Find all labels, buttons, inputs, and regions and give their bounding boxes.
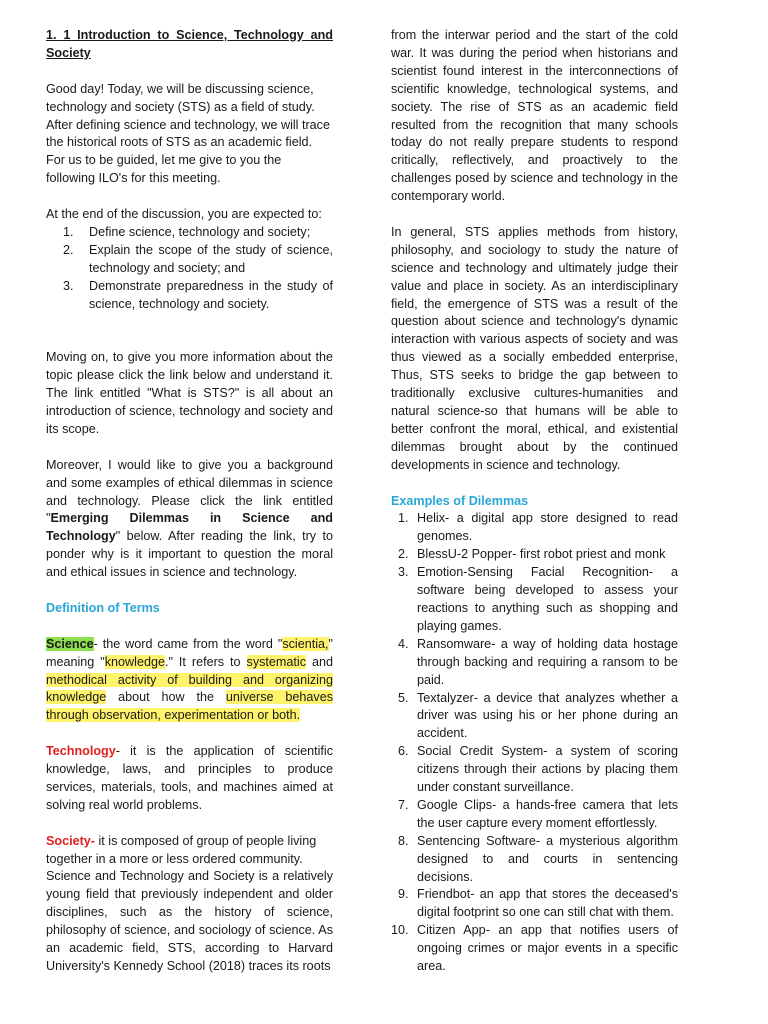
technology-definition: Technology- it is the application of scientific knowledge, laws, and principles to produce services, materials, tools, and machines aimed at solving real world problems. — [46, 744, 333, 812]
list-item: 2. Explain the scope of the study of science, technology and society; and — [63, 242, 333, 275]
list-item: 6. Social Credit System- a system of scoring citizens through their actions by placing them under constant surveillance. — [398, 744, 678, 795]
society-term: Society- — [46, 833, 95, 848]
emerging-dilemmas-link-title: Emerging Dilemmas in Science and Technology — [46, 511, 333, 544]
technology-term: Technology — [46, 744, 116, 759]
ilo-intro-paragraph: For us to be guided, let me give to you the following ILO's for this meeting. — [46, 153, 282, 186]
general-sts-paragraph: In general, STS applies methods from history, philosophy, and sociology to study the nature of science and technology and ultimately judge their value and place in society. As an interdisciplinary field, the emergence of STS was a result of the question about science and technology's dynamic interaction with various aspects of society and was thus viewed as a socially embedded enterprise, Thus, STS seeks to bridge the gap between to traditionally exclusive cultures-humanities and natural science-so that humans will be able to better confront the moral, ethical, and existential dilemmas brought about by the continued developments in science and technology. — [391, 224, 678, 472]
moreover-paragraph: Moreover, I would like to give you a background and some examples of ethical dilemmas in science and technology. Please click the link entitled "Emerging Dilemmas in Science and Technology" below. After reading the link, try to ponder why is it important to question the moral and ethical issues in science and technology. — [46, 457, 333, 580]
sts-history-paragraph-start: Science and Technology and Society is a relatively young field that previously independent and older disciplines, such as the history of science, philosophy of science, and sociology of science. As an academic field, STS, according to Harvard University's Kennedy School (2018) traces its roots — [46, 869, 333, 973]
list-item: 8. Sentencing Software- a mysterious algorithm designed to and courts in sentencing decisions. — [398, 833, 678, 884]
list-item: 1. Define science, technology and society; — [63, 224, 311, 239]
science-term: Science — [46, 636, 94, 651]
intro-paragraph: Good day! Today, we will be discussing science, technology and society (STS) as a field of study. After defining science and technology, we will trace the historical roots of STS as an academic field. — [46, 81, 330, 150]
list-item: 7. Google Clips- a hands-free camera that lets the user capture every moment effortlessly. — [398, 797, 678, 830]
ilo-list — [46, 224, 333, 314]
right-column — [391, 27, 678, 976]
society-definition: Society- it is composed of group of people living together in a more or less ordered community. — [46, 833, 317, 866]
left-column — [46, 27, 333, 976]
examples-heading: Examples of Dilemmas — [391, 493, 529, 508]
list-item: 3. Emotion-Sensing Facial Recognition- a software being developed to assess your reactions to anything such as shopping and playing games. — [398, 565, 678, 633]
moving-on-paragraph: Moving on, to give you more information about the topic please click the link below and understand it. The link entitled "What is STS?" is all about an introduction of science, technology and society and its scope. — [46, 350, 333, 436]
list-item: 9. Friendbot- an app that stores the deceased's digital footprint so one can still chat with them. — [398, 887, 678, 920]
list-item: 5. Textalyzer- a device that analyzes whether a driver was using his or her phone during an accident. — [398, 690, 678, 741]
definition-heading: Definition of Terms — [46, 600, 160, 615]
science-definition: Science- the word came from the word "scientia," meaning "knowledge." It refers to systematic and methodical activity of building and organizing knowledge about how the universe behaves through observation, experimentation or both. — [46, 636, 333, 723]
list-item: 4. Ransomware- a way of holding data hostage through backing and requiring a ransom to be paid. — [398, 636, 678, 687]
sts-history-paragraph-continued: from the interwar period and the start of the cold war. It was during the period when historians and scientist found interest in the interconnections of scientific knowledge, technological systems, and society. The rise of STS as an academic field resulted from the recognition that many schools today do not really prepare students to respond critically, reflectively, and proactively to the challenges posed by science and technology in the contemporary world. — [391, 28, 678, 204]
page-title: 1. 1 Introduction to Science, Technology and Society — [46, 28, 333, 60]
ilo-lead: At the end of the discussion, you are expected to: — [46, 207, 322, 222]
list-item: 1. Helix- a digital app store designed to read genomes. — [398, 511, 678, 544]
dilemma-list — [391, 510, 678, 976]
list-item: 3. Demonstrate preparedness in the study of science, technology and society. — [63, 278, 333, 311]
list-item: 10. Citizen App- an app that notifies users of ongoing crimes or major events in a specific area. — [391, 923, 678, 974]
list-item: 2. BlessU-2 Popper- first robot priest and monk — [398, 547, 666, 562]
